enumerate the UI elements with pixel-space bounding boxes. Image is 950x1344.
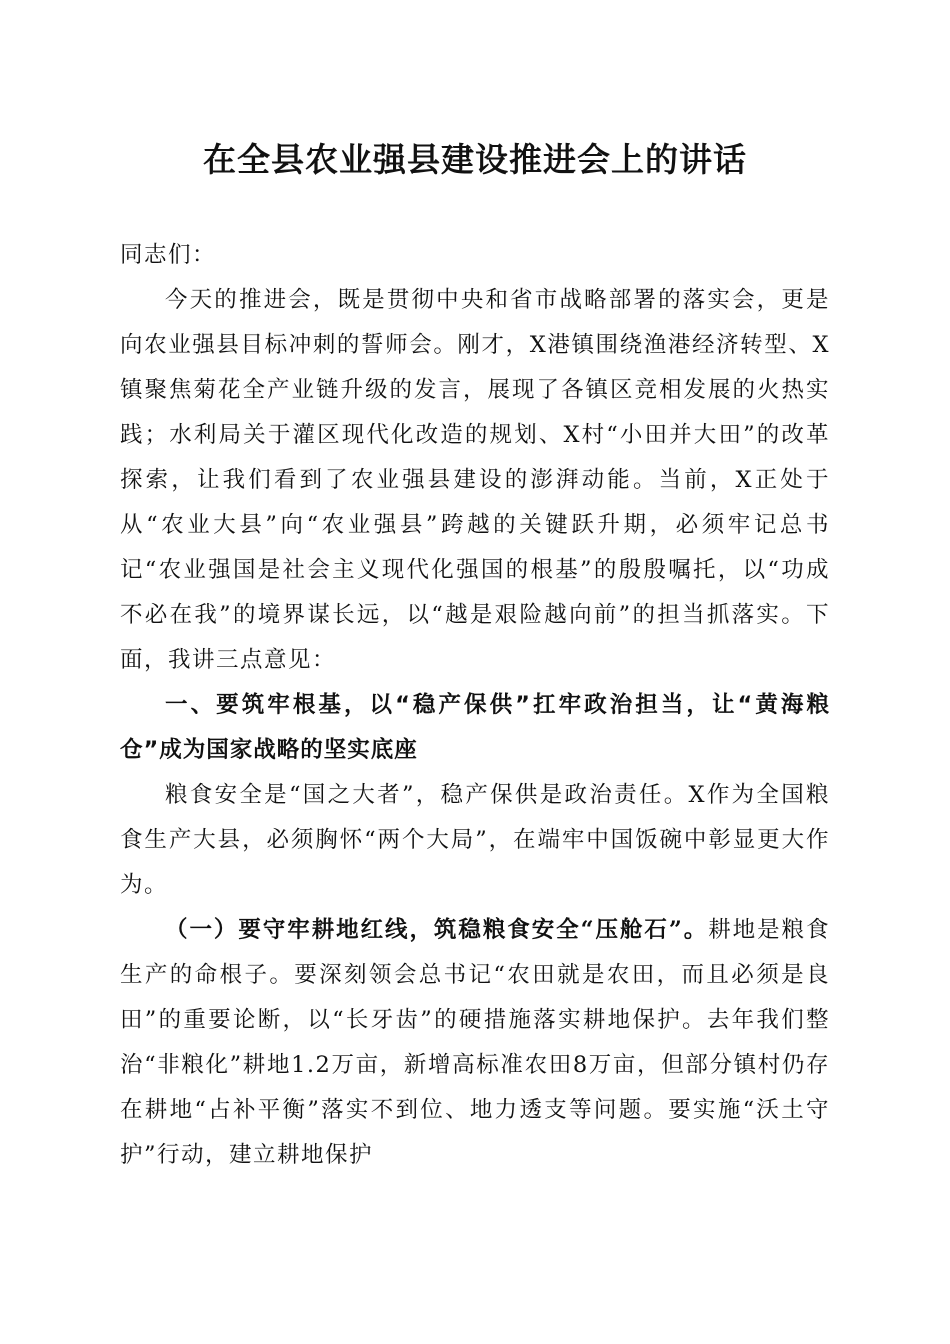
intro-paragraph: 今天的推进会，既是贯彻中央和省市战略部署的落实会，更是向农业强县目标冲刺的誓师会。刚才，X港镇围绕渔港经济转型、X镇聚焦菊花全产业链升级的发言，展现了各镇区竞相发展的火热实践；水利局关于灌区现代化改造的规划、X村“小田并大田”的改革探索，让我们看到了农业强县建设的澎湃动能。当前，X正处于从“农业大县”向“农业强县”跨越的关键跃升期，必须牢记总书记“农业强国是社会主义现代化强国的根基”的殷殷嘱托，以“功成不必在我”的境界谋长远，以“越是艰险越向前”的担当抓落实。下面，我讲三点意见： — [120, 287, 830, 673]
section-1-paragraph: 粮食安全是“国之大者”，稳产保供是政治责任。X作为全国粮食生产大县，必须胸怀“两个大局”，在端牢中国饭碗中彰显更大作为。 — [120, 782, 830, 898]
document-body — [120, 233, 830, 1178]
subsection-1-paragraph — [120, 908, 830, 1178]
document-title: 在全县农业强县建设推进会上的讲话 — [203, 140, 747, 179]
subsection-1-lead: （一）要守牢耕地红线，筑稳粮食安全“压舱石”。 — [165, 917, 709, 943]
salutation: 同志们： — [120, 242, 217, 268]
subsection-1-body: 耕地是粮食生产的命根子。要深刻领会总书记“农田就是农田，而且必须是良田”的重要论断，以“长牙齿”的硬措施落实耕地保护。去年我们整治“非粮化”耕地1.2万亩，新增高标准农田8万亩，但部分镇村仍存在耕地“占补平衡”落实不到位、地力透支等问题。要实施“沃土守护”行动，建立耕地保护 — [120, 917, 830, 1168]
section-1-heading: 一、要筑牢根基，以“稳产保供”扛牢政治担当，让“黄海粮仓”成为国家战略的坚实底座 — [120, 692, 830, 763]
